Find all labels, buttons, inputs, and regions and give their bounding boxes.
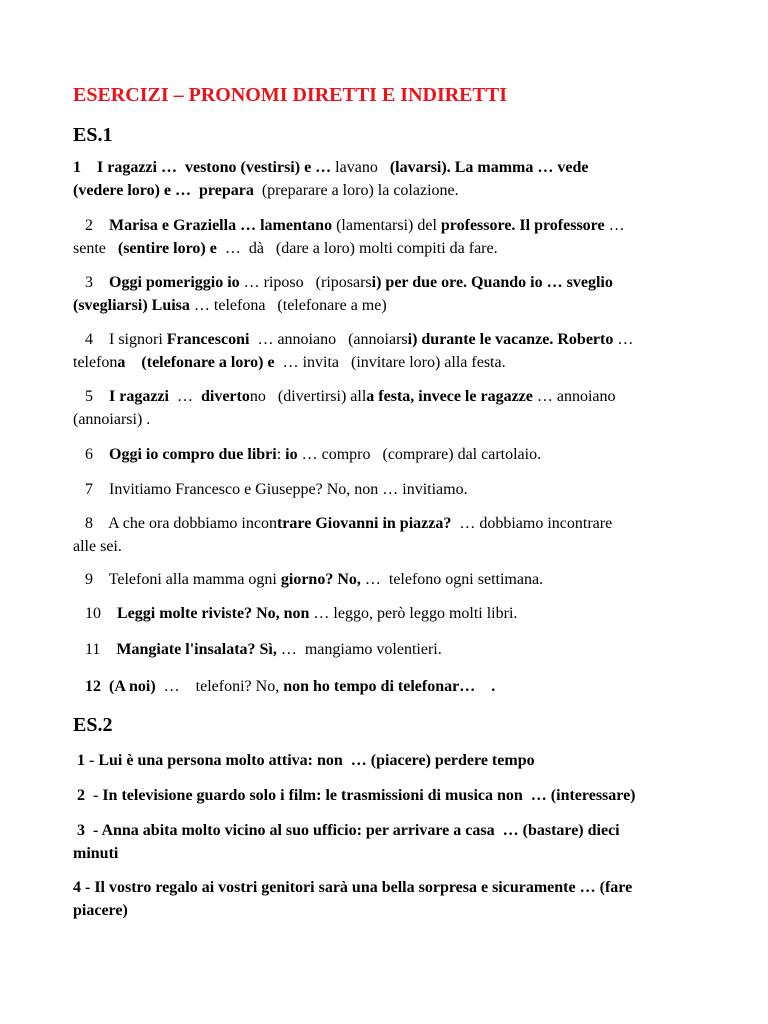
es1-line-text: :	[276, 446, 286, 463]
es2-heading: ES.2	[73, 714, 113, 736]
es1-line-text: alle sei.	[73, 538, 122, 555]
es2-line-text: 3 - Anna abita molto vicino al suo ufficio: per arrivare a casa … (bastare) dieci	[73, 822, 620, 839]
es1-line-text: Oggi pomeriggio io	[109, 274, 240, 291]
es1-line-text: Mangiate l'insalata? Sì,	[116, 641, 277, 658]
es1-line-text: sente	[73, 240, 118, 257]
es1-line-text: non ho tempo di telefonar… .	[283, 678, 496, 695]
es1-line-text: (annoiarsi) .	[73, 411, 151, 428]
es1-line	[73, 238, 498, 260]
es2-line	[73, 750, 535, 772]
es1-line-text: 5	[73, 388, 109, 405]
es1-line-text: trare Giovanni in piazza?	[276, 515, 452, 532]
es1-line	[73, 352, 506, 374]
es1-line-text: telefon	[73, 354, 118, 371]
es1-line	[73, 180, 459, 202]
es1-line-text: … dà (dare a loro) molti compiti da fare.	[216, 240, 498, 257]
es1-line-text: I ragazzi	[109, 388, 169, 405]
es1-line-text: io	[285, 446, 298, 463]
es1-line-text: … leggo, però leggo molti libri.	[309, 605, 518, 622]
es1-line-text: 4 I signori	[73, 331, 167, 348]
es1-line-text: … telefona (telefonare a me)	[189, 297, 387, 314]
es1-line-text: 7 Invitiamo Francesco e Giuseppe? No, non … invitiamo.	[73, 481, 468, 498]
es1-line-text: …	[604, 217, 625, 234]
es1-line-text: (preparare a loro) la colazione.	[253, 182, 459, 199]
es1-line	[73, 444, 541, 466]
es1-line-text: … riposo (riposars	[239, 274, 372, 291]
es1-line-text: 8 A che ora dobbiamo incon	[73, 515, 277, 532]
es1-line-text: professore. Il professore	[440, 217, 605, 234]
es1-line	[73, 215, 625, 237]
es1-line-text: 3	[73, 274, 109, 291]
es1-line-text: … compro (comprare) dal cartolaio.	[297, 446, 542, 463]
es1-line	[73, 639, 442, 661]
es1-line	[73, 386, 616, 408]
es1-line-text: (lamentarsi) del	[332, 217, 441, 234]
es1-line	[73, 536, 122, 558]
es1-line-text: giorno? No,	[280, 571, 361, 588]
es1-line	[73, 329, 633, 351]
es2-line	[73, 843, 118, 865]
es1-line-text: Leggi molte riviste? No, non	[117, 605, 310, 622]
es1-line-text: (lavarsi). La mamma … vede	[377, 159, 589, 176]
es1-line-text: lavano	[335, 159, 378, 176]
document-title: ESERCIZI – PRONOMI DIRETTI E INDIRETTI	[73, 84, 507, 106]
es1-line-text: i) durante le vacanze. Roberto	[407, 331, 614, 348]
es1-line-text: 9 Telefoni alla mamma ogni	[73, 571, 281, 588]
es1-line	[73, 409, 150, 431]
es1-line-text: diverto	[200, 388, 250, 405]
es1-line-text: … telefoni? No,	[155, 678, 284, 695]
es2-line	[73, 785, 636, 807]
es1-line-text: … annoiano	[532, 388, 616, 405]
es1-line-text: … invita (invitare loro) alla festa.	[274, 354, 506, 371]
es1-heading: ES.1	[73, 124, 113, 146]
es2-line	[73, 900, 128, 922]
es1-line	[73, 479, 468, 501]
es1-line-text: Marisa e Graziella … lamentano	[109, 217, 333, 234]
es1-line	[73, 603, 517, 625]
es1-line	[73, 295, 387, 317]
es1-line-text: 1 I ragazzi … vestono (vestirsi) e …	[73, 159, 336, 176]
es1-line-text: …	[613, 331, 634, 348]
es1-line-text: 6	[73, 446, 109, 463]
es1-line-text: … dobbiamo incontrare	[451, 515, 613, 532]
es1-line-text: 2	[73, 217, 109, 234]
es1-line-text: 12 (A noi)	[73, 678, 156, 695]
es1-line-text: … annoiano (annoiars	[249, 331, 408, 348]
es1-line-text: …	[168, 388, 201, 405]
es1-line-text: no (divertirsi) all	[249, 388, 367, 405]
es1-line	[73, 157, 588, 179]
es1-line-text: … telefono ogni settimana.	[360, 571, 544, 588]
es2-line-text: 1 - Lui è una persona molto attiva: non … (piacere) perdere tempo	[73, 752, 535, 769]
es1-line-text: Oggi io compro due libri	[109, 446, 277, 463]
es1-line-text: (sentire loro) e	[117, 240, 217, 257]
es1-line-text: (svegliarsi) Luisa	[73, 297, 190, 314]
es2-line-text: 4 - Il vostro regalo ai vostri genitori sarà una bella sorpresa e sicuramente … (fare	[73, 879, 633, 896]
es1-line	[73, 272, 613, 294]
es1-line-text: … mangiamo volentieri.	[276, 641, 442, 658]
es2-line-text: 2 - In televisione guardo solo i film: le trasmissioni di musica non … (interessare)	[73, 787, 636, 804]
es1-line	[73, 569, 543, 591]
es1-line-text: a festa, invece le ragazze	[366, 388, 533, 405]
es1-line-text: 11	[73, 641, 117, 658]
es1-line-text: 10	[73, 605, 117, 622]
es1-line-text: Francesconi	[166, 331, 250, 348]
es1-line-text: a (telefonare a loro) e	[117, 354, 275, 371]
es1-line-text: i) per due ore. Quando io … sveglio	[371, 274, 613, 291]
es1-line-text: (vedere loro) e … prepara	[73, 182, 254, 199]
es1-line	[73, 513, 612, 535]
es1-line	[73, 676, 495, 698]
es2-line-text: minuti	[73, 845, 119, 862]
es2-line-text: piacere)	[73, 902, 128, 919]
es2-line	[73, 820, 620, 842]
es2-line	[73, 877, 632, 899]
